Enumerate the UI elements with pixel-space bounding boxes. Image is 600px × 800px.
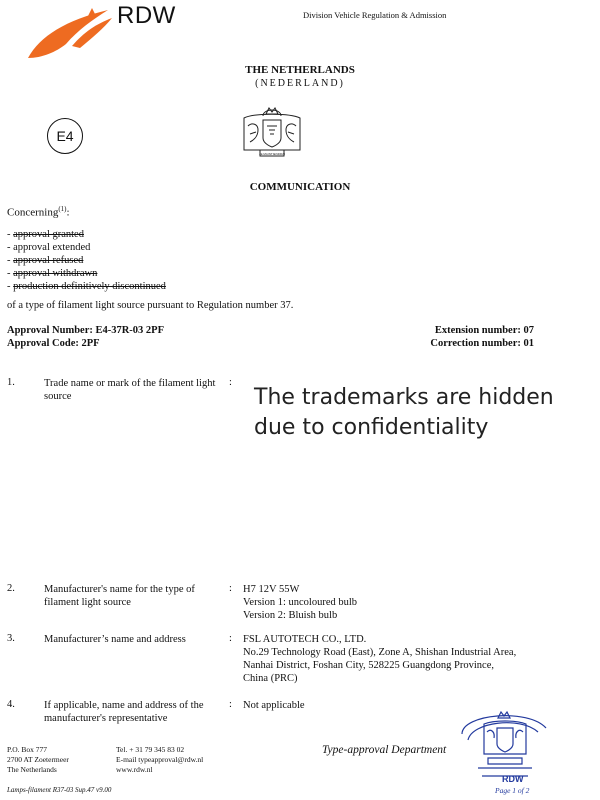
item-2-value: H7 12V 55W Version 1: uncoloured bulb Version 2: Bluish bulb <box>243 584 358 621</box>
item-3-number: 3. <box>7 633 15 644</box>
page-number: Page 1 of 2 <box>495 786 530 795</box>
logo-text: RDW <box>117 2 176 29</box>
item-1-colon: : <box>229 377 232 388</box>
approval-code: Approval Code: 2PF <box>7 338 100 349</box>
stamp-label: RDW <box>502 774 524 784</box>
approval-number: Approval Number: E4-37R-03 2PF <box>7 325 165 336</box>
option-approval-granted: - approval granted <box>7 229 84 240</box>
item-3-label: Manufacturer’s name and address <box>44 634 186 645</box>
regulation-line: of a type of filament light source pursuant to Regulation number 37. <box>7 300 294 311</box>
item-2-colon: : <box>229 583 232 594</box>
confidential-note: The trademarks are hidden due to confidentiality <box>254 385 554 440</box>
option-approval-withdrawn: - approval withdrawn <box>7 268 98 279</box>
rdw-stamp-icon <box>458 706 552 782</box>
item-4-colon: : <box>229 699 232 710</box>
item-1-number: 1. <box>7 377 15 388</box>
item-4-label: If applicable, name and address of the manufacturer's representative <box>44 700 204 724</box>
document-title: COMMUNICATION <box>249 181 351 193</box>
concerning-label: Concerning$^{(1)}$: <box>7 205 70 219</box>
option-approval-refused: - approval refused <box>7 255 84 266</box>
item-2-label: Manufacturer's name for the type of filament light source <box>44 584 195 608</box>
e-mark-badge: E4 <box>47 118 83 154</box>
option-approval-extended: - approval extended <box>7 242 91 253</box>
country-native: (NEDERLAND) <box>255 78 345 89</box>
footer-contact: Tel. + 31 79 345 83 02 E-mail typeapproval@rdw.nl www.rdw.nl <box>116 745 204 774</box>
country-title: THE NETHERLANDS <box>245 64 355 76</box>
item-4-number: 4. <box>7 699 15 710</box>
footer-address: P.O. Box 777 2700 AT Zoetermeer The Netherlands <box>7 745 69 774</box>
coat-motto-text: JE MAINTIENDRAI <box>259 152 285 156</box>
item-3-colon: : <box>229 633 232 644</box>
item-4-value: Not applicable <box>243 700 305 711</box>
department-signature: Type-approval Department <box>322 744 447 756</box>
option-production-discontinued: - production definitively discontinued <box>7 281 166 292</box>
correction-number: Correction number: 01 <box>430 338 534 349</box>
item-1-label: Trade name or mark of the filament light source <box>44 378 216 402</box>
form-reference: Lamps-filament R37-03 Sup.47 v9.00 <box>7 786 112 794</box>
extension-number: Extension number: 07 <box>434 325 534 336</box>
coat-of-arms-icon <box>236 104 308 160</box>
division-text: Division Vehicle Regulation & Admission <box>303 10 447 20</box>
item-3-value: FSL AUTOTECH CO., LTD. No.29 Technology Road (East), Zone A, Shishan Industrial Area, Nanhai District, Foshan City, 528225 Guangdong Province, China (PRC) <box>243 634 517 684</box>
rdw-logo-icon <box>26 6 116 62</box>
item-2-number: 2. <box>7 583 15 594</box>
